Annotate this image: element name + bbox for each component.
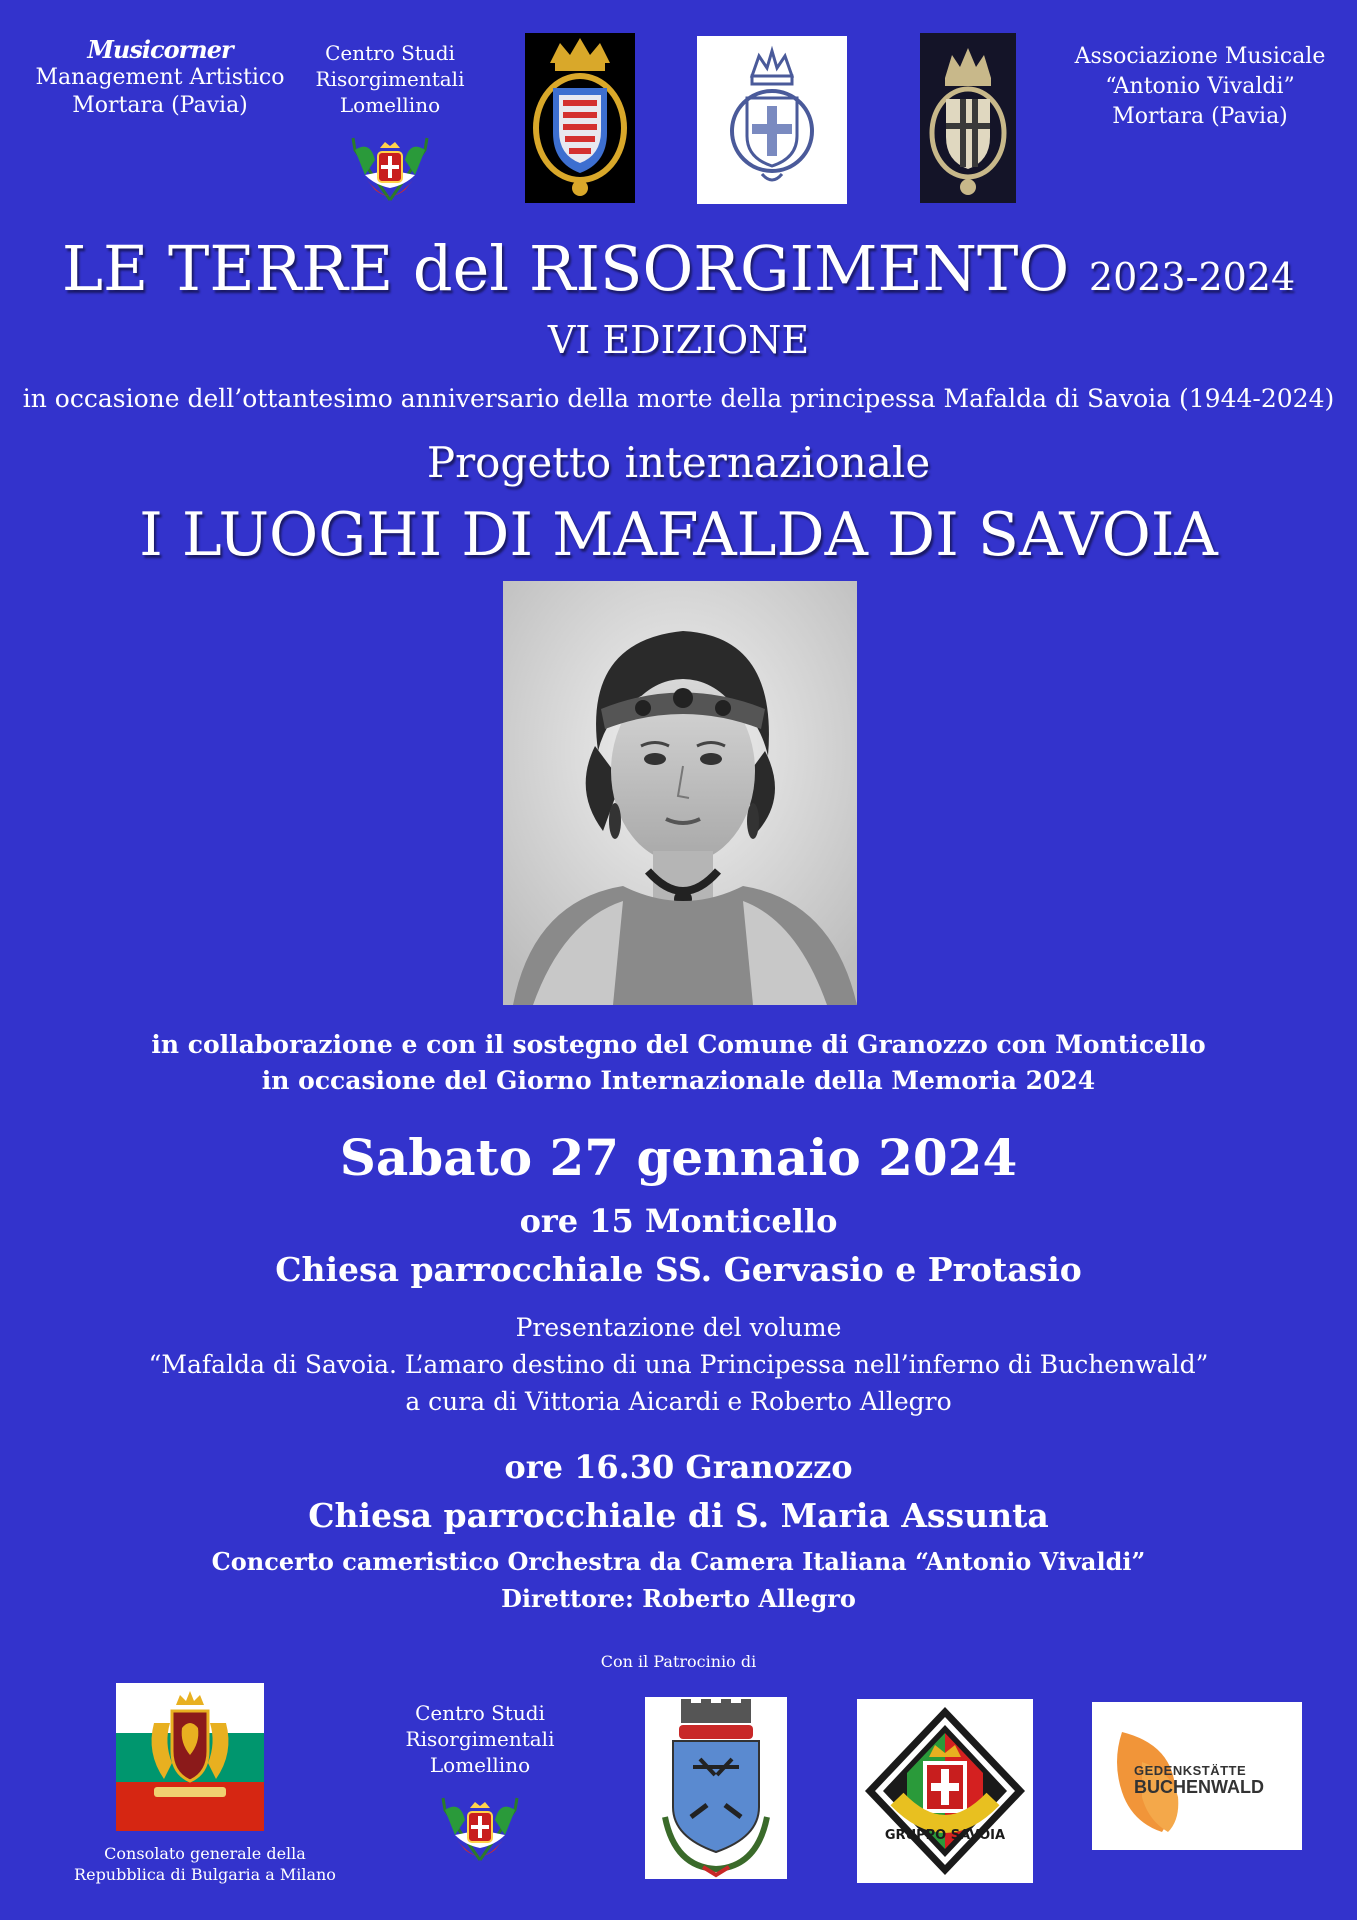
buchenwald-memorial-logo (1092, 1702, 1302, 1850)
main-title-text: LE TERRE del RISORGIMENTO (61, 232, 1070, 305)
consulate-line1: Consolato generale della (104, 1844, 306, 1863)
musicorner-brand: Musicorner (87, 35, 233, 64)
patronage-label: Con il Patrocinio di (600, 1652, 757, 1671)
footer-centro-line1: Centro Studi (415, 1701, 545, 1725)
footer-centro-line3: Lomellino (429, 1753, 531, 1777)
second-event-desc2: Direttore: Roberto Allegro (501, 1584, 856, 1613)
occasion-text: in occasione dell’ottantesimo anniversario della morte della principessa Mafalda di Savoia (1944-2024) (22, 384, 1335, 413)
savoy-crest-icon (697, 36, 847, 204)
gruppo-savoia-logo-icon (857, 1699, 1033, 1883)
first-event-desc1: Presentazione del volume (515, 1313, 842, 1342)
footer-centro-emblem-icon (435, 1790, 525, 1868)
collaboration-line1: in collaborazione e con il sostegno del Comune di Granozzo con Monticello (151, 1030, 1206, 1059)
musicorner-line1: Management Artistico (35, 65, 285, 90)
main-title-years: 2023-2024 (1088, 255, 1296, 299)
vivaldi-line1: Associazione Musicale (1074, 44, 1326, 69)
buchenwald-line1: GEDENKSTÄTTE (1134, 1763, 1247, 1778)
first-event-venue: Chiesa parrocchiale SS. Gervasio e Protasio (275, 1250, 1082, 1289)
consulate-label (55, 1843, 355, 1885)
second-event-venue: Chiesa parrocchiale di S. Maria Assunta (308, 1496, 1049, 1535)
gruppo-savoia-logo-text: GRUPPO SAVOIA (884, 1828, 1006, 1843)
centro-studi-header (305, 40, 475, 118)
edition-label: VI EDIZIONE (547, 318, 810, 362)
second-event-description (0, 1543, 1357, 1617)
collaboration-line2: in occasione del Giorno Internazionale della Memoria 2024 (261, 1066, 1096, 1095)
hesse-coat-of-arms-icon (525, 33, 635, 203)
buchenwald-line2: BUCHENWALD (1134, 1777, 1264, 1797)
municipality-crest-icon (645, 1697, 787, 1879)
footer-centro-line2: Risorgimentali (405, 1727, 555, 1751)
centro-line2: Risorgimentali (315, 67, 465, 91)
centro-line1: Centro Studi (325, 41, 455, 65)
centro-line3: Lomellino (339, 93, 441, 117)
musicorner-line2: Mortara (Pavia) (72, 93, 248, 118)
main-title (0, 232, 1357, 305)
buchenwald-text (1134, 1762, 1264, 1796)
first-event-desc2: “Mafalda di Savoia. L’amaro destino di una Principessa nell’inferno di Buchenwald” (148, 1350, 1209, 1379)
collaboration-text (0, 1027, 1357, 1099)
project-label: Progetto internazionale (426, 438, 931, 487)
vivaldi-line3: Mortara (Pavia) (1112, 104, 1288, 129)
vivaldi-line2: “Antonio Vivaldi” (1105, 74, 1295, 99)
event-date: Sabato 27 gennaio 2024 (339, 1128, 1018, 1187)
second-event-desc1: Concerto cameristico Orchestra da Camera Italiana “Antonio Vivaldi” (211, 1547, 1146, 1576)
centro-studi-footer (395, 1700, 565, 1778)
vivaldi-association-block (1060, 42, 1340, 132)
musicorner-block (30, 36, 290, 120)
centro-studi-emblem-icon (345, 130, 435, 208)
project-name: I LUOGHI DI MAFALDA DI SAVOIA (139, 500, 1218, 570)
second-event-time-place: ore 16.30 Granozzo (504, 1448, 853, 1486)
bulgaria-flag-icon (116, 1683, 264, 1831)
first-event-time-place: ore 15 Monticello (519, 1202, 838, 1240)
mafalda-portrait-photo (503, 581, 857, 1005)
first-event-desc3: a cura di Vittoria Aicardi e Roberto Allegro (405, 1387, 952, 1416)
royal-crest-icon (920, 33, 1016, 203)
first-event-description (0, 1309, 1357, 1420)
consulate-line2: Repubblica di Bulgaria a Milano (74, 1865, 336, 1884)
